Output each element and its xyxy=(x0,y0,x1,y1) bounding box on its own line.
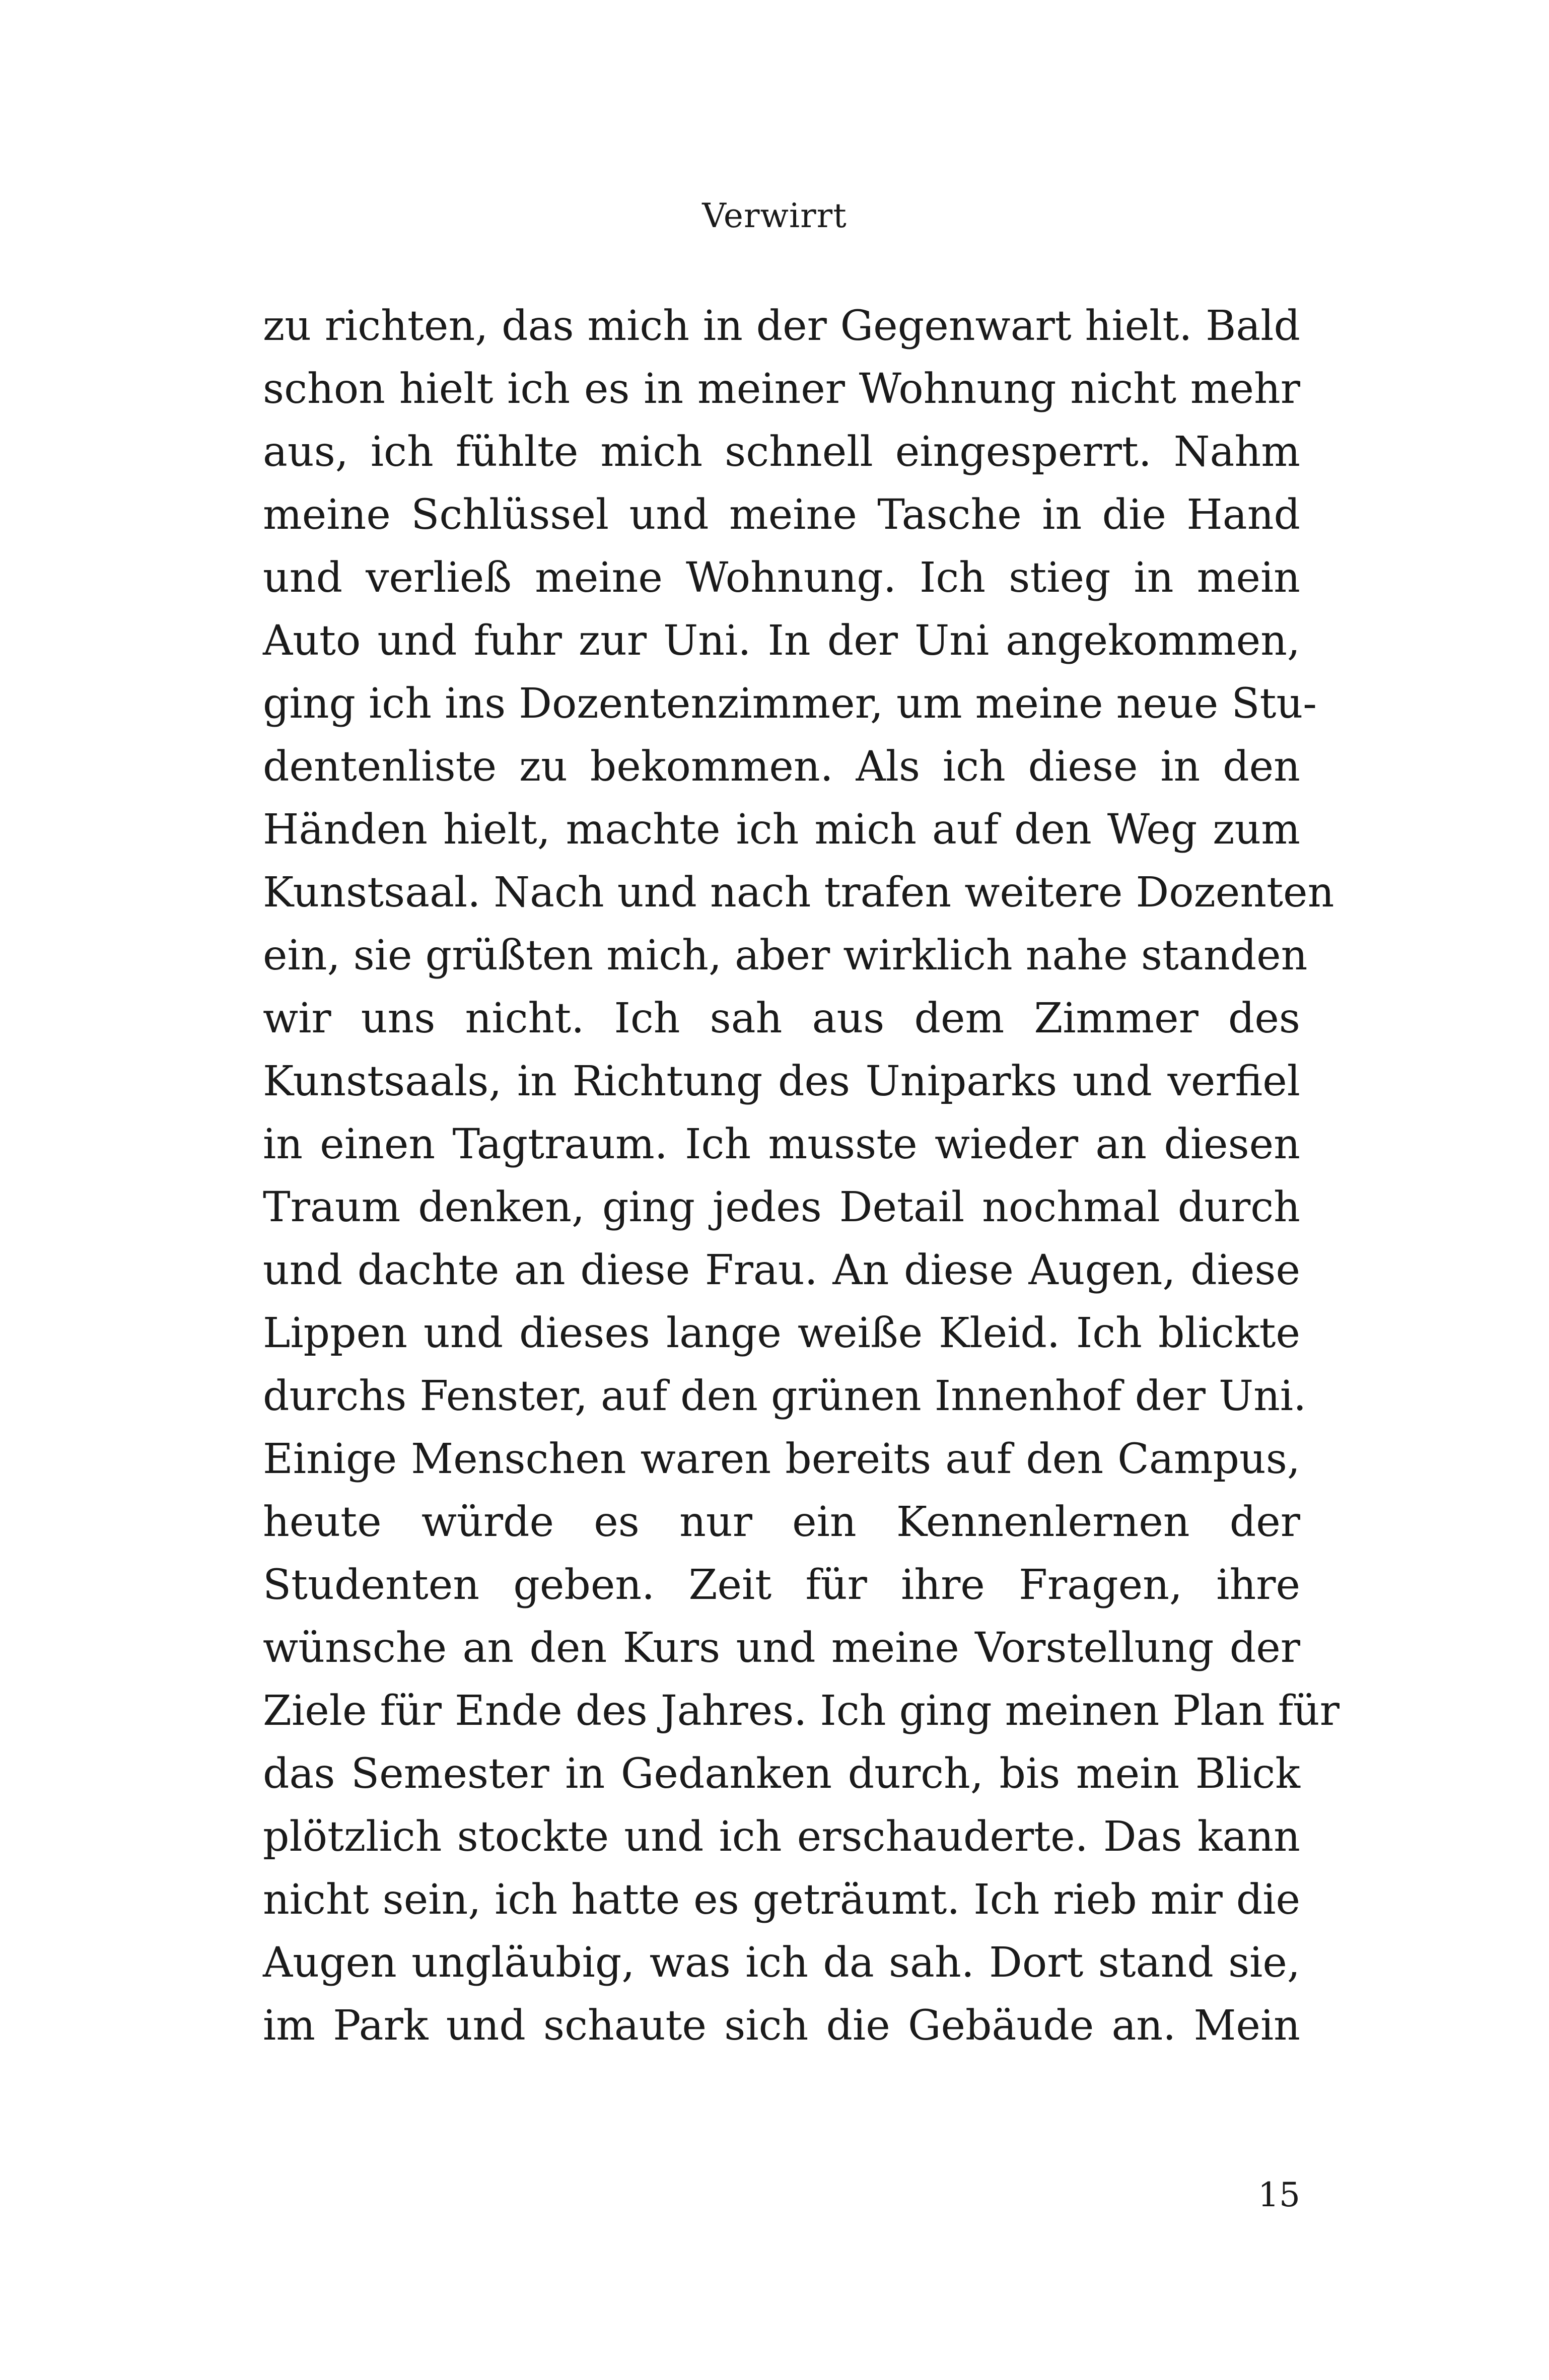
text-line: Ziele für Ende des Jahres. Ich ging meinen Plan für xyxy=(263,1687,1340,1735)
text-line: Kunstsaals, in Richtung des Uniparks und verfiel xyxy=(263,1058,1300,1105)
text-line: dentenliste zu bekommen. Als ich diese in den xyxy=(263,743,1300,791)
text-line: aus, ich fühlte mich schnell eingesperrt. Nahm xyxy=(263,428,1300,476)
text-line: plötzlich stockte und ich erschauderte. Das kann xyxy=(263,1813,1300,1861)
page-number: 15 xyxy=(1258,2176,1300,2214)
text-line: ging ich ins Dozentenzimmer, um meine neue Stu- xyxy=(263,680,1317,728)
text-line: nicht sein, ich hatte es geträumt. Ich rieb mir die xyxy=(263,1876,1300,1924)
text-line: ein, sie grüßten mich, aber wirklich nahe standen xyxy=(263,932,1308,979)
text-line: und dachte an diese Frau. An diese Augen, diese xyxy=(263,1246,1300,1294)
text-line: Traum denken, ging jedes Detail nochmal durch xyxy=(263,1183,1300,1231)
text-line: Kunstsaal. Nach und nach trafen weitere Dozenten xyxy=(263,869,1334,917)
text-line: wünsche an den Kurs und meine Vorstellung der xyxy=(263,1624,1300,1672)
text-line: im Park und schaute sich die Gebäude an. Mein xyxy=(263,2002,1300,2050)
text-line: in einen Tagtraum. Ich musste wieder an diesen xyxy=(263,1121,1300,1168)
text-line: zu richten, das mich in der Gegenwart hielt. Bald xyxy=(263,302,1300,350)
text-line: schon hielt ich es in meiner Wohnung nicht mehr xyxy=(263,365,1300,413)
running-head: Verwirrt xyxy=(702,196,847,235)
body-text xyxy=(263,295,1340,2057)
text-line: Auto und fuhr zur Uni. In der Uni angekommen, xyxy=(263,617,1300,665)
text-line: wir uns nicht. Ich sah aus dem Zimmer des xyxy=(263,995,1300,1042)
text-line: heute würde es nur ein Kennenlernen der xyxy=(263,1498,1300,1546)
text-line: und verließ meine Wohnung. Ich stieg in mein xyxy=(263,554,1300,602)
text-line: meine Schlüssel und meine Tasche in die Hand xyxy=(263,491,1300,539)
text-line: durchs Fenster, auf den grünen Innenhof der Uni. xyxy=(263,1372,1307,1420)
text-line: Händen hielt, machte ich mich auf den Weg zum xyxy=(263,806,1300,854)
text-line: Studenten geben. Zeit für ihre Fragen, ihre xyxy=(263,1561,1300,1609)
text-line: das Semester in Gedanken durch, bis mein Blick xyxy=(263,1750,1300,1798)
text-line: Lippen und dieses lange weiße Kleid. Ich blickte xyxy=(263,1309,1300,1357)
text-line: Augen ungläubig, was ich da sah. Dort stand sie, xyxy=(263,1939,1300,1987)
text-line: Einige Menschen waren bereits auf den Campus, xyxy=(263,1435,1300,1483)
